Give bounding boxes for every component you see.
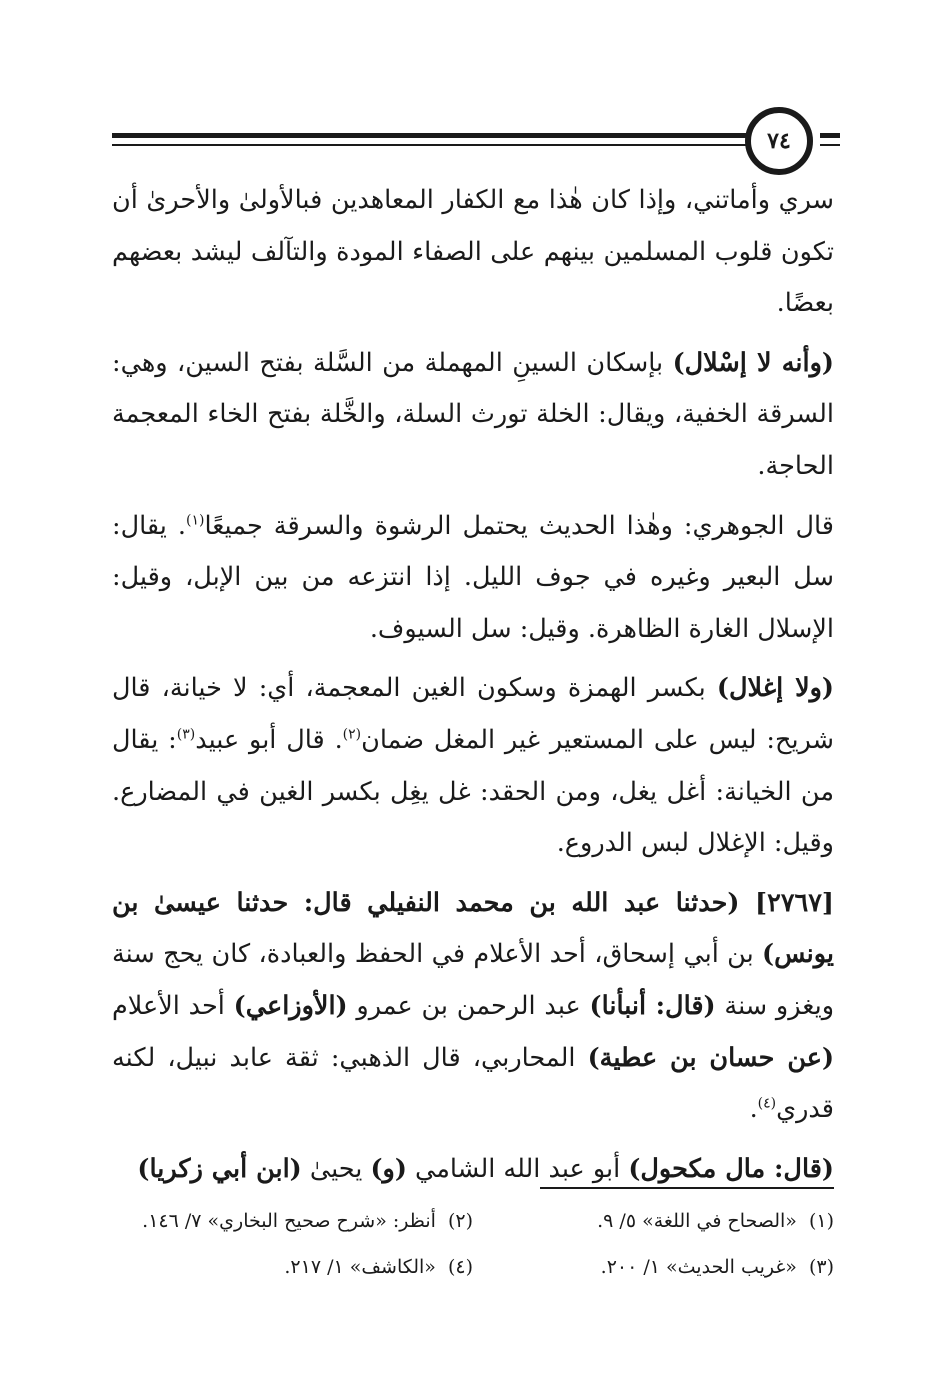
footnote-ref: (٢) [342, 726, 362, 743]
footnote-text: «الصحاح في اللغة» ٥/ ٩. [597, 1210, 797, 1232]
footnote-separator [540, 1187, 834, 1189]
isnad-chain: (عن حسان بن عطية) [587, 1042, 835, 1073]
header-rule-thick [112, 133, 750, 138]
footnote-row [112, 1198, 834, 1244]
isnad-chain: (الأوزاعي) [233, 990, 348, 1021]
footnote-number: (٣) [808, 1256, 834, 1278]
paragraph-text: . [749, 1094, 758, 1125]
isnad-chain: (حدثنا عبد الله بن محمد النفيلي قال: حدثنا عيسىٰ بن يونس) [112, 887, 834, 970]
paragraph-text: بكسر الهمزة وسكون الغين المعجمة، أي: لا خيانة، قال شريح: ليس على المستعير غير المغل ضمان [112, 673, 834, 755]
paragraph-text: : يقال من الخيانة: أغل يغل، ومن الحقد: غل يغِل بكسر الغين في المضارع. وقيل: الإغلال لبس الدروع. [112, 724, 834, 859]
paragraph-text: . قال أبو عبيد [195, 724, 343, 755]
footnote-text: أنظر: «شرح صحيح البخاري» ٧/ ١٤٦. [142, 1210, 436, 1232]
paragraph-5 [112, 878, 834, 1136]
footnote-text: «الكاشف» ١/ ٢١٧. [284, 1256, 436, 1278]
isnad-chain: (قال: مال مكحول) [628, 1153, 834, 1184]
header-rule-thin [112, 144, 750, 146]
lemma-heading: (ولا إغلال) [716, 673, 834, 704]
footnotes [112, 1198, 834, 1290]
isnad-chain: (و) [370, 1153, 407, 1184]
paragraph-1 [112, 175, 834, 330]
footnote-number: (٤) [447, 1256, 473, 1278]
paragraph-3 [112, 501, 834, 656]
footnote-number: (٢) [447, 1210, 473, 1232]
paragraph-text: قال الجوهري: وهٰذا الحديث يحتمل الرشوة والسرقة جميعًا [204, 510, 834, 541]
paragraph-text: أبو عبد الله الشامي [406, 1153, 629, 1184]
header-rule-right-thin [820, 144, 840, 146]
footnote-1 [473, 1210, 834, 1232]
footnote-row [112, 1244, 834, 1290]
paragraph-text: . يقال: سل البعير وغيره في جوف الليل. إذا انتزعه من بين الإبل، وقيل: الإسلال الغارة الظاهرة. وقيل: سل السيوف. [112, 510, 834, 644]
paragraph-text: بن أبي إسحاق، أحد الأعلام في الحفظ والعبادة، كان يحج سنة ويغزو سنة [112, 939, 835, 1021]
isnad-chain: (قال: أنبأنا) [589, 990, 716, 1021]
footnote-ref: (١) [186, 512, 205, 529]
isnad-chain: (ابن أبي زكريا) [137, 1153, 302, 1184]
lemma-heading: (وأنه لا إسْلال) [672, 347, 834, 378]
paragraph-text: عبد الرحمن بن عمرو [347, 990, 590, 1021]
paragraph-2 [112, 338, 834, 493]
footnote-number: (١) [808, 1210, 834, 1232]
footnote-ref: (٤) [757, 1095, 777, 1112]
paragraph-text: سري وأماتني، وإذا كان هٰذا مع الكفار المعاهدين فبالأولىٰ والأحرىٰ أن تكون قلوب المسلمين بينهم على الصفاء المودة والتآلف ليشد بعضهم بعضًا. [112, 185, 835, 319]
main-text [112, 175, 834, 1195]
paragraph-4 [112, 663, 834, 869]
header-rule-right-thick [820, 133, 840, 138]
page-number-medallion [745, 107, 813, 175]
footnote-text: «غريب الحديث» ١/ ٢٠٠. [600, 1256, 797, 1278]
page-number: ٧٤ [767, 128, 791, 154]
paragraph-text: بإسكان السينِ المهملة من السَّلة بفتح السين، وهي: السرقة الخفية، ويقال: الخلة تورث السلة، والخَّلة بفتح الخاء المعجمة الحاجة. [112, 347, 834, 481]
paragraph-text: المحاربي، قال الذهبي: ثقة عابد نبيل، لكنه قدري [112, 1042, 834, 1125]
paragraph-text: أحد الأعلام [112, 990, 234, 1021]
footnote-2 [112, 1210, 473, 1232]
footnote-3 [473, 1256, 834, 1278]
hadith-number: [٢٧٦٧] [755, 887, 834, 918]
footnote-4 [112, 1256, 473, 1278]
paragraph-text: يحيىٰ [301, 1153, 371, 1184]
footnote-ref: (٣) [176, 726, 196, 743]
